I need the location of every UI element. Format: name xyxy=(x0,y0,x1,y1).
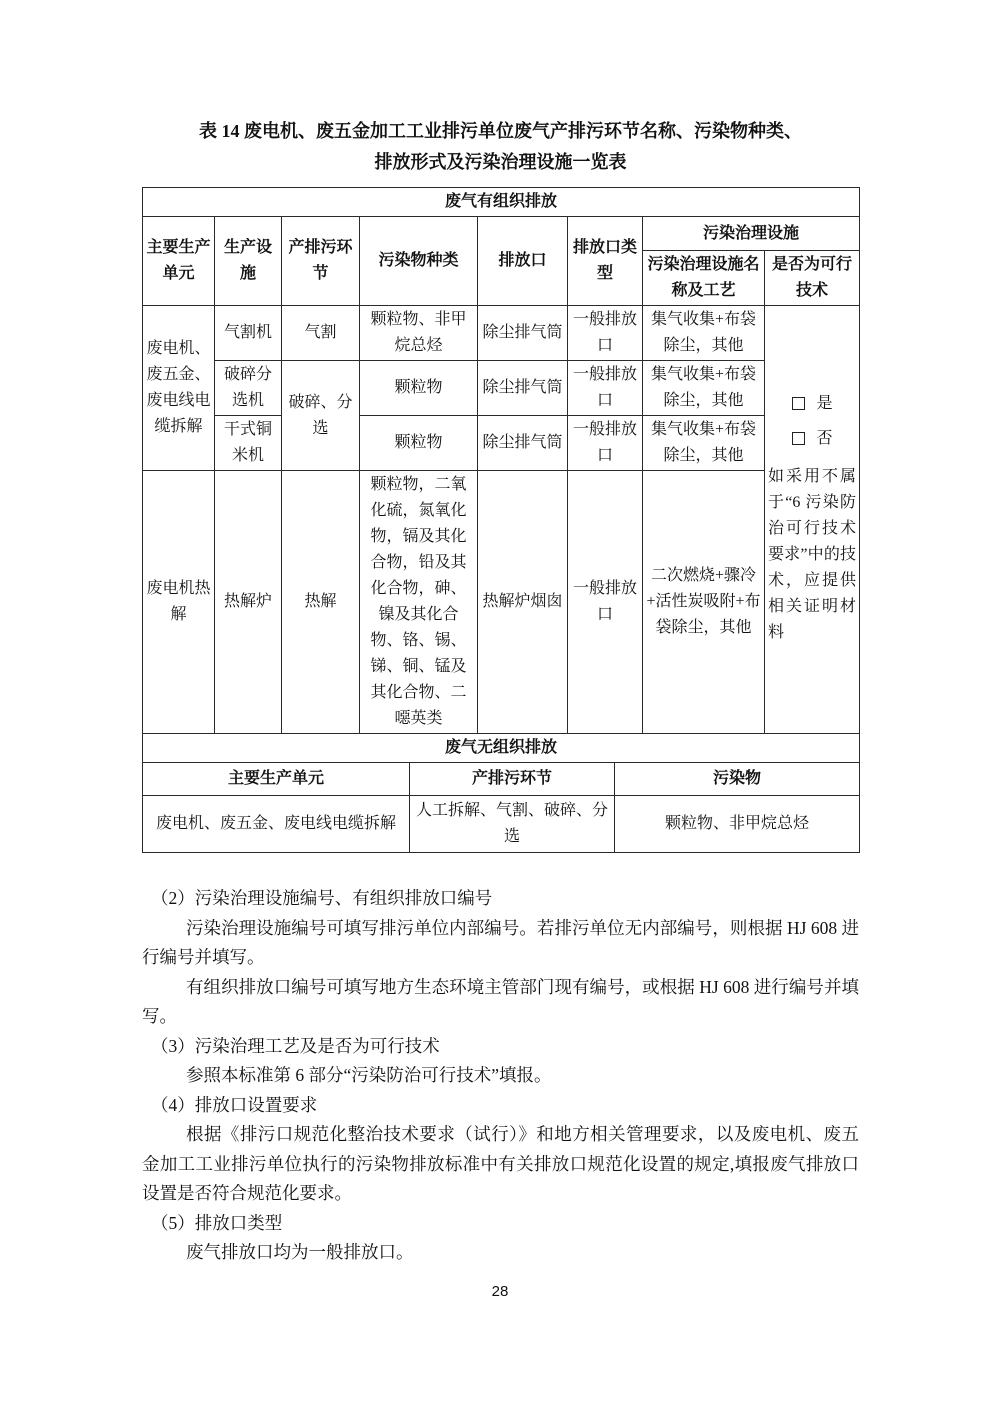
cell-feasible-technology xyxy=(765,306,860,734)
cell-outlet-row3: 除尘排气筒 xyxy=(478,416,568,471)
organized-header-row-1 xyxy=(143,217,860,251)
table-title-line2: 排放形式及污染治理设施一览表 xyxy=(374,152,627,172)
organized-row-gas-cutting xyxy=(143,306,860,361)
unorganized-section-title: 废气无组织排放 xyxy=(143,734,860,763)
page-content xyxy=(142,116,859,1268)
cell-process-gas-cutting: 气割 xyxy=(282,306,360,361)
cell-process-pyrolysis: 热解 xyxy=(282,471,360,734)
col-header-unorganized-pollutant: 污染物 xyxy=(615,763,860,796)
cell-facility-copper-rice: 干式铜米机 xyxy=(215,416,282,471)
organized-row-crushing xyxy=(143,361,860,416)
item-4-paragraph: 根据《排污口规范化整治技术要求（试行）》和地方相关管理要求，以及废电机、废五金加工工业排污单位执行的污染物排放标准中有关排放口规范化设置的规定,填报废气排放口设置是否符合规范化要求。 xyxy=(142,1124,859,1203)
col-header-outlet-type: 排放口类型 xyxy=(568,217,643,306)
item-3-paragraph: 参照本标准第 6 部分“污染防治可行技术”填报。 xyxy=(186,1065,552,1085)
cell-unorganized-unit: 废电机、废五金、废电线电缆拆解 xyxy=(143,796,410,853)
checkbox-yes-label: 是 xyxy=(816,394,833,412)
col-header-facility: 生产设施 xyxy=(215,217,282,306)
unorganized-section-row xyxy=(143,734,860,763)
cell-treatment-row4: 二次燃烧+骤冷+活性炭吸附+布袋除尘，其他 xyxy=(643,471,765,734)
cell-facility-crusher: 破碎分选机 xyxy=(215,361,282,416)
col-header-pollutant-type: 污染物种类 xyxy=(360,217,478,306)
checkbox-no-row xyxy=(768,429,856,449)
cell-treatment-row1: 集气收集+布袋除尘，其他 xyxy=(643,306,765,361)
organized-row-pyrolysis xyxy=(143,471,860,734)
cell-process-crushing-sorting: 破碎、分选 xyxy=(282,361,360,471)
item-2-paragraph-1: 污染治理设施编号可填写排污单位内部编号。若排污单位无内部编号，则根据 HJ 608 进行编号并填写。 xyxy=(142,917,859,967)
organized-section-row xyxy=(143,188,860,217)
table-title-line1: 表 14 废电机、废五金加工工业排污单位废气产排污环节名称、污染物种类、 xyxy=(199,121,802,141)
cell-unorganized-process: 人工拆解、气割、破碎、分选 xyxy=(410,796,615,853)
cell-unit-dismantling: 废电机、废五金、废电线电缆拆解 xyxy=(143,306,215,471)
col-header-unorganized-unit: 主要生产单元 xyxy=(143,763,410,796)
cell-outlet-row4: 热解炉烟囱 xyxy=(478,471,568,734)
cell-outlet-row2: 除尘排气筒 xyxy=(478,361,568,416)
cell-pollutants-row3: 颗粒物 xyxy=(360,416,478,471)
col-header-feasible: 是否为可行技术 xyxy=(765,251,860,306)
col-header-treatment: 污染治理设施 xyxy=(643,217,860,251)
cell-unorganized-pollutant: 颗粒物、非甲烷总烃 xyxy=(615,796,860,853)
checkbox-no-icon xyxy=(792,432,805,445)
cell-unit-pyrolysis: 废电机热解 xyxy=(143,471,215,734)
table-title xyxy=(142,116,859,178)
feasible-note: 如采用不属于“6 污染防治可行技术要求”中的技术，应提供相关证明材料 xyxy=(768,467,857,641)
item-2-paragraph-2: 有组织排放口编号可填写地方生态环境主管部门现有编号，或根据 HJ 608 进行编号并填写。 xyxy=(142,976,859,1026)
checkbox-yes-row xyxy=(768,394,856,414)
item-5-heading: （5）排放口类型 xyxy=(151,1212,283,1233)
col-header-process: 产排污环节 xyxy=(282,217,360,306)
checkbox-no-label: 否 xyxy=(816,429,833,447)
page-number: 28 xyxy=(491,1283,509,1300)
item-2-heading: （2）污染治理设施编号、有组织排放口编号 xyxy=(151,888,493,908)
cell-outlet-row1: 除尘排气筒 xyxy=(478,306,568,361)
cell-outlet-type-row1: 一般排放口 xyxy=(568,306,643,361)
checkbox-yes-icon xyxy=(792,397,805,410)
cell-facility-gas-cutter: 气割机 xyxy=(215,306,282,361)
col-header-main-unit: 主要生产单元 xyxy=(143,217,215,306)
cell-pollutants-row2: 颗粒物 xyxy=(360,361,478,416)
cell-outlet-type-row4: 一般排放口 xyxy=(568,471,643,734)
body-text xyxy=(142,884,859,1268)
cell-pollutants-row1: 颗粒物、非甲烷总烃 xyxy=(360,306,478,361)
cell-pollutants-row4: 颗粒物，二氧化硫，氮氧化物，镉及其化合物，铅及其化合物，砷、镍及其化合物、铬、锡、锑、铜、锰及其化合物、二噁英类 xyxy=(360,471,478,734)
item-4-heading: （4）排放口设置要求 xyxy=(151,1094,318,1115)
unorganized-emissions-table xyxy=(142,733,860,853)
item-5-paragraph: 废气排放口均为一般排放口。 xyxy=(186,1242,414,1262)
col-header-treatment-name: 污染治理设施名称及工艺 xyxy=(643,251,765,306)
cell-treatment-row2: 集气收集+布袋除尘，其他 xyxy=(643,361,765,416)
item-3-heading: （3）污染治理工艺及是否为可行技术 xyxy=(151,1035,440,1056)
unorganized-data-row xyxy=(143,796,860,853)
unorganized-header-row xyxy=(143,763,860,796)
organized-emissions-table xyxy=(142,187,860,734)
cell-outlet-type-row3: 一般排放口 xyxy=(568,416,643,471)
col-header-unorganized-process: 产排污环节 xyxy=(410,763,615,796)
organized-row-copper-rice xyxy=(143,416,860,471)
cell-treatment-row3: 集气收集+布袋除尘，其他 xyxy=(643,416,765,471)
organized-section-title: 废气有组织排放 xyxy=(143,188,860,217)
cell-facility-pyrolysis-furnace: 热解炉 xyxy=(215,471,282,734)
cell-outlet-type-row2: 一般排放口 xyxy=(568,361,643,416)
col-header-outlet: 排放口 xyxy=(478,217,568,306)
